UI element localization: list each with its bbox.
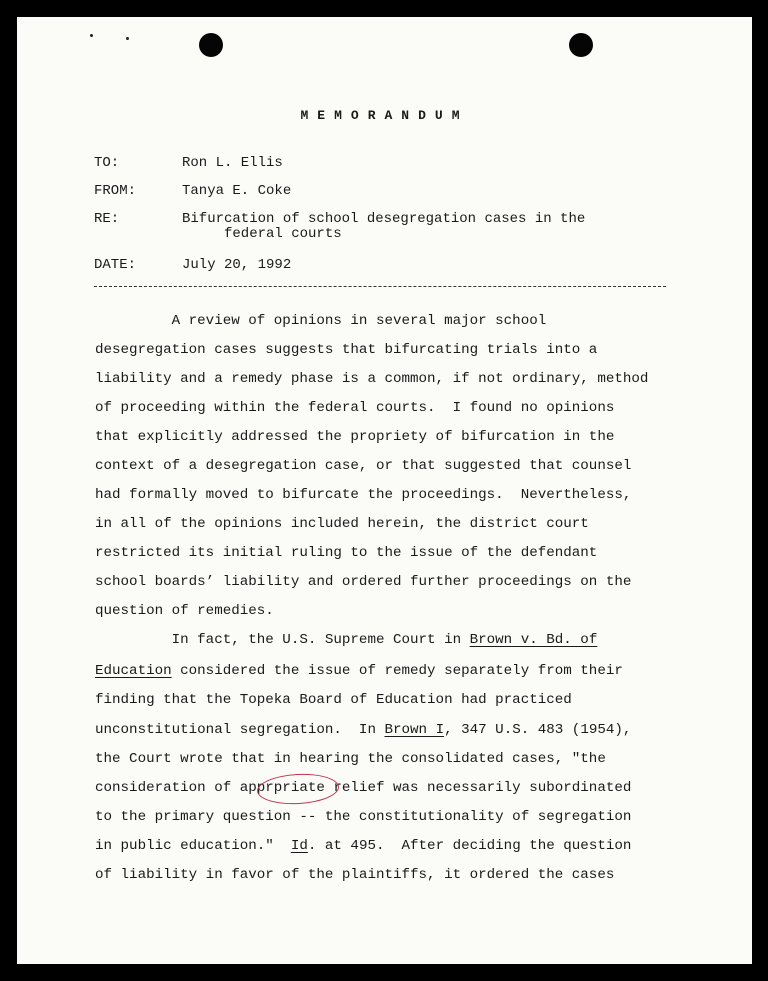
body-line: consideration of apprpriate relief was necessarily subordinated (95, 780, 632, 796)
body-line: of proceeding within the federal courts. I found no opinions (95, 400, 615, 416)
body-line (95, 837, 631, 855)
punch-hole-left (199, 33, 223, 57)
case-citation: Brown v. Bd. of (469, 632, 598, 648)
body-line: in all of the opinions included herein, the district court (95, 516, 589, 532)
from-label: FROM: (94, 183, 137, 199)
body-line: of liability in favor of the plaintiffs, it ordered the cases (95, 867, 615, 883)
body-line: context of a desegregation case, or that suggested that counsel (95, 458, 632, 474)
body-line (95, 662, 623, 680)
memo-page (17, 17, 752, 964)
body-line: the Court wrote that in hearing the consolidated cases, "the (95, 751, 606, 767)
to-label: TO: (94, 155, 120, 171)
case-citation: Id (290, 838, 308, 854)
body-text: , 347 U.S. 483 (1954), (444, 722, 632, 738)
speck-mark (90, 34, 93, 37)
body-text: . at 495. After deciding the question (307, 838, 632, 854)
body-line: that explicitly addressed the propriety of bifurcation in the (95, 429, 615, 445)
body-line: finding that the Topeka Board of Education had practiced (95, 692, 572, 708)
body-text: unconstitutional segregation. In (95, 722, 385, 738)
to-value: Ron L. Ellis (182, 155, 283, 171)
body-line: A review of opinions in several major school (95, 313, 547, 329)
date-value: July 20, 1992 (182, 257, 292, 273)
memo-title: MEMORANDUM (300, 108, 469, 123)
re-value-line1: Bifurcation of school desegregation cases in the (182, 211, 586, 227)
re-label: RE: (94, 211, 120, 227)
body-text: considered the issue of remedy separately from their (171, 663, 623, 679)
case-citation: Education (95, 663, 172, 679)
body-line: question of remedies. (95, 603, 274, 619)
date-label: DATE: (94, 257, 137, 273)
body-line: liability and a remedy phase is a common, if not ordinary, method (95, 371, 649, 387)
body-text: in public education." (95, 838, 291, 854)
body-text: In fact, the U.S. Supreme Court in (95, 632, 470, 648)
speck-mark (126, 37, 129, 40)
body-line: school boards’ liability and ordered further proceedings on the (95, 574, 632, 590)
body-line (95, 721, 631, 739)
body-line: desegregation cases suggests that bifurcating trials into a (95, 342, 598, 358)
from-value: Tanya E. Coke (182, 183, 292, 199)
case-citation: Brown I (384, 722, 445, 738)
body-line: had formally moved to bifurcate the proceedings. Nevertheless, (95, 487, 632, 503)
punch-hole-right (569, 33, 593, 57)
re-value-line2: federal courts (182, 226, 342, 242)
body-line (95, 631, 597, 649)
header-divider (94, 286, 666, 287)
body-line: restricted its initial ruling to the issue of the defendant (95, 545, 598, 561)
body-line: to the primary question -- the constitutionality of segregation (95, 809, 632, 825)
handwritten-circle-annotation (256, 772, 339, 806)
